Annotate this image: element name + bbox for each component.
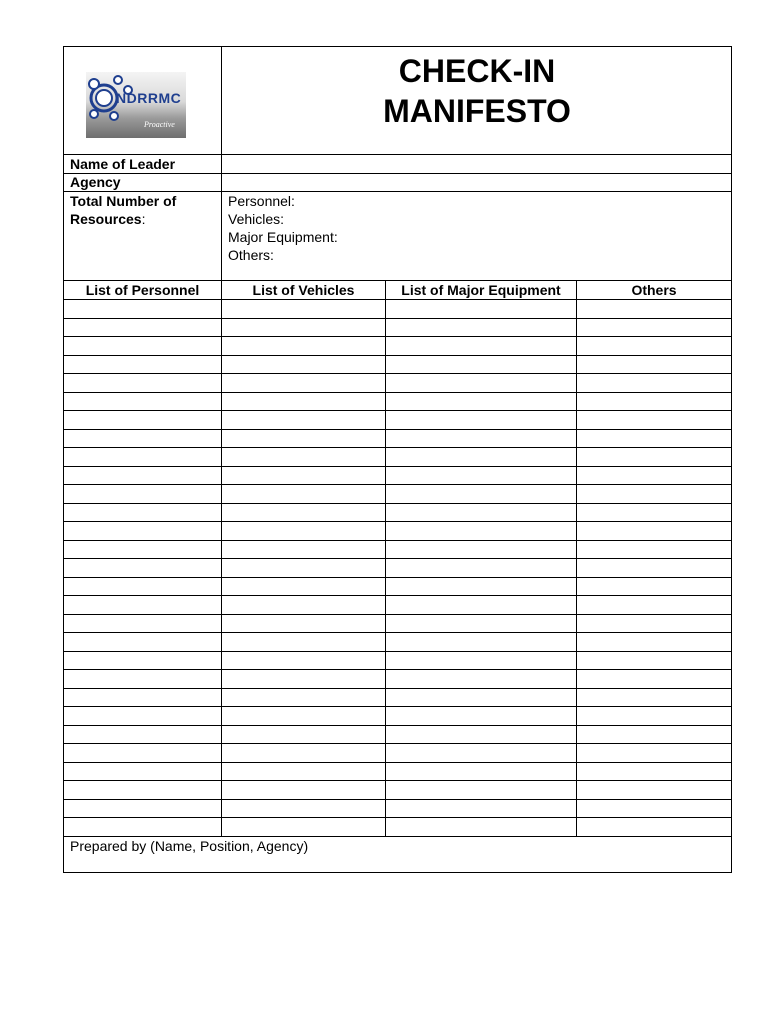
table-cell[interactable] (222, 744, 385, 762)
table-cell[interactable] (64, 393, 221, 411)
table-cell[interactable] (222, 300, 385, 318)
table-cell[interactable] (222, 763, 385, 781)
table-cell[interactable] (64, 319, 221, 337)
table-cell[interactable] (64, 541, 221, 559)
table-cell[interactable] (386, 448, 576, 466)
table-cell[interactable] (222, 467, 385, 485)
table-cell[interactable] (64, 337, 221, 355)
table-cell[interactable] (64, 559, 221, 577)
table-cell[interactable] (386, 800, 576, 818)
table-cell[interactable] (64, 800, 221, 818)
table-cell[interactable] (577, 485, 730, 503)
table-cell[interactable] (64, 374, 221, 392)
table-cell[interactable] (64, 633, 221, 651)
table-cell[interactable] (577, 374, 730, 392)
col-header-others: Others (631, 282, 677, 298)
table-cell[interactable] (64, 430, 221, 448)
table-cell[interactable] (577, 670, 730, 688)
table-cell[interactable] (577, 800, 730, 818)
table-cell[interactable] (222, 374, 385, 392)
table-cell[interactable] (222, 707, 385, 725)
title-line-1: CHECK-IN (398, 53, 556, 89)
resource-personnel: Personnel: (228, 193, 295, 209)
table-cell[interactable] (64, 596, 221, 614)
prepared-by-label: Prepared by (Name, Position, Agency) (70, 838, 309, 854)
table-cell[interactable] (386, 781, 576, 799)
logo-text: NDRRMC (116, 90, 182, 106)
table-cell[interactable] (577, 319, 730, 337)
table-cell[interactable] (64, 670, 221, 688)
total-label-line-2: Resources (70, 211, 142, 227)
table-cell[interactable] (577, 633, 730, 651)
table-cell[interactable] (386, 763, 576, 781)
total-label-colon: : (141, 211, 146, 227)
table-cell[interactable] (222, 689, 385, 707)
table-cell[interactable] (577, 448, 730, 466)
table-cell[interactable] (577, 726, 730, 744)
table-cell[interactable] (64, 485, 221, 503)
table-cell[interactable] (386, 744, 576, 762)
table-cell[interactable] (222, 633, 385, 651)
table-cell[interactable] (222, 578, 385, 596)
table-cell[interactable] (64, 726, 221, 744)
table-cell[interactable] (64, 744, 221, 762)
table-cell[interactable] (222, 781, 385, 799)
table-cell[interactable] (64, 356, 221, 374)
agency-label: Agency (70, 174, 121, 190)
table-cell[interactable] (64, 522, 221, 540)
table-cell[interactable] (577, 615, 730, 633)
table-cell[interactable] (222, 430, 385, 448)
table-cell[interactable] (577, 430, 730, 448)
logo-tagline: Proactive (144, 120, 175, 129)
table-cell[interactable] (577, 596, 730, 614)
table-cell[interactable] (577, 300, 730, 318)
table-cell[interactable] (64, 448, 221, 466)
table-cell[interactable] (222, 726, 385, 744)
table-cell[interactable] (64, 467, 221, 485)
table-cell[interactable] (64, 615, 221, 633)
table-cell[interactable] (222, 411, 385, 429)
table-cell[interactable] (386, 596, 576, 614)
ndrrmc-logo (86, 72, 186, 138)
table-cell[interactable] (222, 652, 385, 670)
resource-others: Others: (228, 247, 274, 263)
col-header-vehicles: List of Vehicles (252, 282, 355, 298)
table-cell[interactable] (222, 615, 385, 633)
table-cell[interactable] (222, 504, 385, 522)
table-cell[interactable] (577, 781, 730, 799)
table-cell[interactable] (386, 559, 576, 577)
col-header-personnel: List of Personnel (85, 282, 200, 298)
table-cell[interactable] (577, 707, 730, 725)
table-cell[interactable] (222, 319, 385, 337)
table-cell[interactable] (222, 800, 385, 818)
table-cell[interactable] (386, 615, 576, 633)
table-cell[interactable] (386, 411, 576, 429)
table-cell[interactable] (64, 578, 221, 596)
table-cell[interactable] (222, 337, 385, 355)
table-cell[interactable] (64, 652, 221, 670)
table-cell[interactable] (64, 689, 221, 707)
table-cell[interactable] (386, 374, 576, 392)
leader-value-field[interactable] (222, 155, 731, 173)
table-cell[interactable] (386, 337, 576, 355)
table-cell[interactable] (386, 689, 576, 707)
table-cell[interactable] (577, 393, 730, 411)
table-cell[interactable] (577, 541, 730, 559)
prepared-by-field[interactable] (64, 855, 731, 872)
table-cell[interactable] (386, 652, 576, 670)
table-cell[interactable] (386, 522, 576, 540)
table-cell[interactable] (222, 522, 385, 540)
table-cell[interactable] (386, 633, 576, 651)
table-cell[interactable] (222, 596, 385, 614)
table-cell[interactable] (577, 689, 730, 707)
total-label-line-1: Total Number of (70, 193, 177, 209)
table-cell[interactable] (386, 319, 576, 337)
table-cell[interactable] (577, 578, 730, 596)
table-cell[interactable] (222, 393, 385, 411)
table-cell[interactable] (386, 467, 576, 485)
table-cell[interactable] (386, 670, 576, 688)
table-cell[interactable] (386, 707, 576, 725)
table-cell[interactable] (386, 541, 576, 559)
table-cell[interactable] (577, 763, 730, 781)
table-cell[interactable] (577, 744, 730, 762)
table-cell[interactable] (64, 300, 221, 318)
table-cell[interactable] (222, 670, 385, 688)
table-cell[interactable] (386, 393, 576, 411)
table-cell[interactable] (386, 726, 576, 744)
table-row-rule (64, 836, 731, 837)
table-cell[interactable] (577, 411, 730, 429)
table-cell[interactable] (386, 300, 576, 318)
table-cell[interactable] (64, 707, 221, 725)
page-title (222, 51, 732, 131)
table-cell[interactable] (577, 559, 730, 577)
table-cell[interactable] (64, 763, 221, 781)
table-cell[interactable] (577, 356, 730, 374)
table-cell[interactable] (222, 448, 385, 466)
table-cell[interactable] (577, 467, 730, 485)
table-cell[interactable] (577, 504, 730, 522)
resources-breakdown[interactable] (228, 192, 338, 264)
table-cell[interactable] (222, 559, 385, 577)
table-cell[interactable] (577, 652, 730, 670)
check-in-manifesto-form (63, 46, 732, 873)
table-cell[interactable] (222, 485, 385, 503)
table-cell[interactable] (386, 485, 576, 503)
table-cell[interactable] (64, 781, 221, 799)
agency-value-field[interactable] (222, 173, 731, 191)
table-cell[interactable] (64, 411, 221, 429)
table-cell[interactable] (386, 504, 576, 522)
col-header-major-equipment: List of Major Equipment (401, 282, 561, 298)
table-cell[interactable] (386, 578, 576, 596)
resource-vehicles: Vehicles: (228, 211, 285, 227)
leader-label: Name of Leader (70, 156, 176, 172)
resource-major-equipment: Major Equipment: (228, 229, 338, 245)
table-cell[interactable] (386, 430, 576, 448)
title-line-2: MANIFESTO (383, 93, 571, 129)
table-cell[interactable] (222, 541, 385, 559)
table-cell[interactable] (64, 504, 221, 522)
table-cell[interactable] (577, 337, 730, 355)
total-resources-label (64, 192, 176, 228)
table-cell[interactable] (222, 356, 385, 374)
table-cell[interactable] (577, 522, 730, 540)
table-cell[interactable] (386, 356, 576, 374)
